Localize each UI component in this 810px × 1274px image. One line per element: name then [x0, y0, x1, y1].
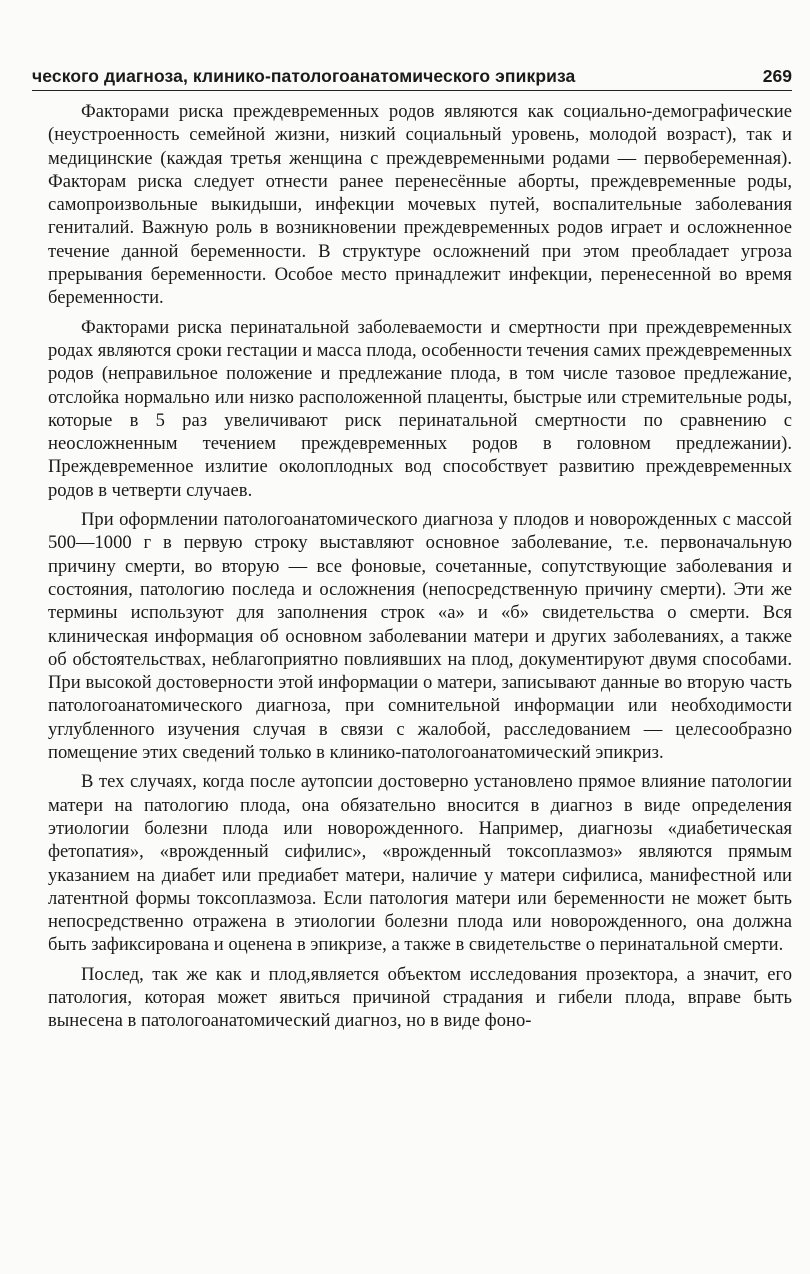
page-number: 269 [762, 66, 792, 86]
paragraph-diagnosis-formulation: При оформлении патологоанатомического диагноза у плодов и новорожденных с массой 500—1000 г в первую строку выставляют основное заболевание, т.е. первоначальную причину смерти, во вторую — все фоновые, сочетанные, сопутствующие заболевания и состояния, патологию последа и осложнения (непосредственную причину смерти). Эти же термины используют для заполнения строк «а» и «б» свидетельства о смерти. Вся клиническая информация об основном заболевании матери и других заболеваниях, а также об обстоятельствах, неблагоприятно повлиявших на плод, документируют двумя способами. При высокой достоверности этой информации о матери, записывают данные во вторую часть патологоанатомического диагноза, при сомнительной информации или необходимости углубленного изучения случая в связи с жалобой, расследованием — целесообразно помещение этих сведений только в клинико-патологоанатомический эпикриз. [48, 509, 792, 764]
running-title: ческого диагноза, клинико-патологоанатомического эпикриза [32, 66, 576, 86]
paragraph-maternal-pathology: В тех случаях, когда после аутопсии достоверно установлено прямое влияние патологии матери на патологию плода, она обязательно вносится в диагноз в виде определения этиологии болезни плода или новорожденного. Например, диагнозы «диабетическая фетопатия», «врожденный сифилис», «врожденный токсоплазмоз» являются прямым указанием на диабет или предиабет матери, наличие у матери сифилиса, манифестной или латентной формы токсоплазмоза. Если патология матери или беременности не может быть непосредственно отражена в этиологии болезни плода или новорожденного, она должна быть зафиксирована и оценена в эпикризе, а также в свидетельстве о перинатальной смерти. [48, 771, 792, 956]
paragraph-risk-factors-preterm: Факторами риска преждевременных родов являются как социально-демографические (неустроенность семейной жизни, низкий социальный уровень, молодой возраст), так и медицинские (каждая третья женщина с преждевременными родами — первобеременная). Факторам риска следует отнести ранее перенесённые аборты, преждевременные роды, самопроизвольные выкидыши, инфекции мочевых путей, воспалительные заболевания гениталий. Важную роль в возникновении преждевременных родов играет и осложненное течение данной беременности. В структуре осложнений при этом преобладает угроза прерывания беременности. Особое место принадлежит инфекции, перенесенной во время беременности. [48, 101, 792, 309]
paragraph-placenta: Послед, так же как и плод,является объектом исследования прозектора, а значит, его патология, которая может явиться причиной страдания и гибели плода, вправе быть вынесена в патологоанатомический диагноз, но в виде фоно- [48, 963, 792, 1032]
body-text [48, 100, 792, 1039]
page-header [32, 64, 792, 91]
paragraph-perinatal-risk-factors: Факторами риска перинатальной заболеваемости и смертности при преждевременных родах являются сроки гестации и масса плода, особенности течения самих преждевременных родов (неправильное положение и предлежание плода, в том числе тазовое предлежание, отслойка нормально или низко расположенной плаценты, быстрые или стремительные роды, которые в 5 раз увеличивают риск перинатальной смертности по сравнению с неосложненным течением преждевременных родов в головном предлежании). Преждевременное излитие околоплодных вод способствует развитию преждевременных родов в четверти случаев. [48, 316, 792, 501]
